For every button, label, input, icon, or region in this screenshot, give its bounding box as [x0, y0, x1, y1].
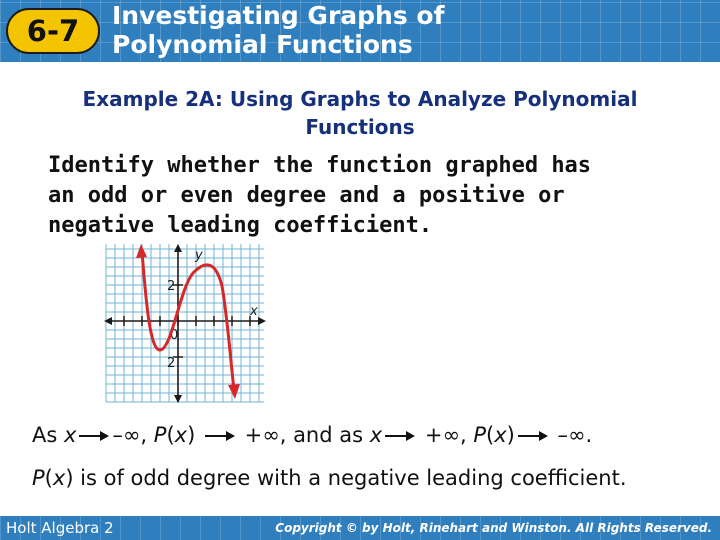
var-p2: P: [473, 423, 486, 447]
text-close-paren1: ): [187, 423, 202, 447]
y-tick-label-top: 2: [167, 279, 176, 294]
curve-arrow-top: [136, 244, 147, 258]
example-title: [0, 85, 720, 141]
origin-label: 0: [170, 328, 179, 343]
right-arrow-icon: [78, 430, 110, 442]
text-open-paren3: (: [44, 466, 53, 490]
prompt-text: [48, 151, 698, 241]
right-arrow-icon: [384, 430, 416, 442]
text-neg-infinity-end: –∞.: [550, 423, 593, 447]
conclusion-statement: [32, 463, 627, 493]
y-axis-arrow-top: [174, 244, 182, 252]
curve-arrow-bottom: [228, 384, 240, 399]
var-p3: P: [32, 466, 45, 490]
text-pos-infinity-and-as: +∞, and as: [237, 423, 370, 447]
graph-grid: [106, 244, 264, 402]
end-behavior-statement: [32, 420, 592, 450]
polynomial-graph: [104, 242, 268, 404]
prompt-line1: Identify whether the function graphed has: [48, 153, 592, 178]
lesson-title-line2: Polynomial Functions: [112, 30, 413, 59]
var-x5: x: [52, 466, 66, 490]
text-neg-infinity: –∞,: [112, 423, 154, 447]
x-axis-arrow-left: [104, 317, 112, 325]
header-bar: [0, 0, 720, 62]
footer-bar: [0, 516, 720, 540]
x-axis-arrow-right: [258, 317, 266, 325]
lesson-title: [112, 1, 712, 59]
var-x4: x: [494, 423, 507, 447]
text-as: As: [32, 423, 64, 447]
right-arrow-icon: [517, 430, 549, 442]
prompt-line3: negative leading coefficient.: [48, 213, 433, 238]
text-open-paren1: (: [166, 423, 175, 447]
text-pos-infinity: +∞,: [418, 423, 474, 447]
footer-textbook-name: Holt Algebra 2: [6, 519, 114, 537]
example-title-line1: Example 2A: Using Graphs to Analyze Polynomial: [82, 87, 638, 111]
example-title-line2: Functions: [305, 115, 415, 139]
var-x1: x: [63, 423, 77, 447]
text-open-paren2: (: [485, 423, 495, 447]
prompt-line2: an odd or even degree and a positive or: [48, 183, 565, 208]
y-tick-label-bottom: 2: [167, 356, 176, 371]
var-p1: P: [153, 423, 167, 447]
right-arrow-icon: [204, 430, 236, 442]
footer-copyright: Copyright © by Holt, Rinehart and Winston. All Rights Reserved.: [275, 521, 712, 535]
lesson-number-badge: 6-7: [6, 8, 100, 54]
var-x2: x: [174, 423, 188, 447]
var-x3: x: [369, 423, 383, 447]
y-axis-label: y: [195, 248, 203, 263]
lesson-title-line1: Investigating Graphs of: [112, 1, 445, 30]
x-axis-label: x: [250, 304, 258, 319]
text-close-paren2: ): [506, 423, 515, 447]
conclusion-text: ) is of odd degree with a negative leading coefficient.: [65, 466, 627, 490]
